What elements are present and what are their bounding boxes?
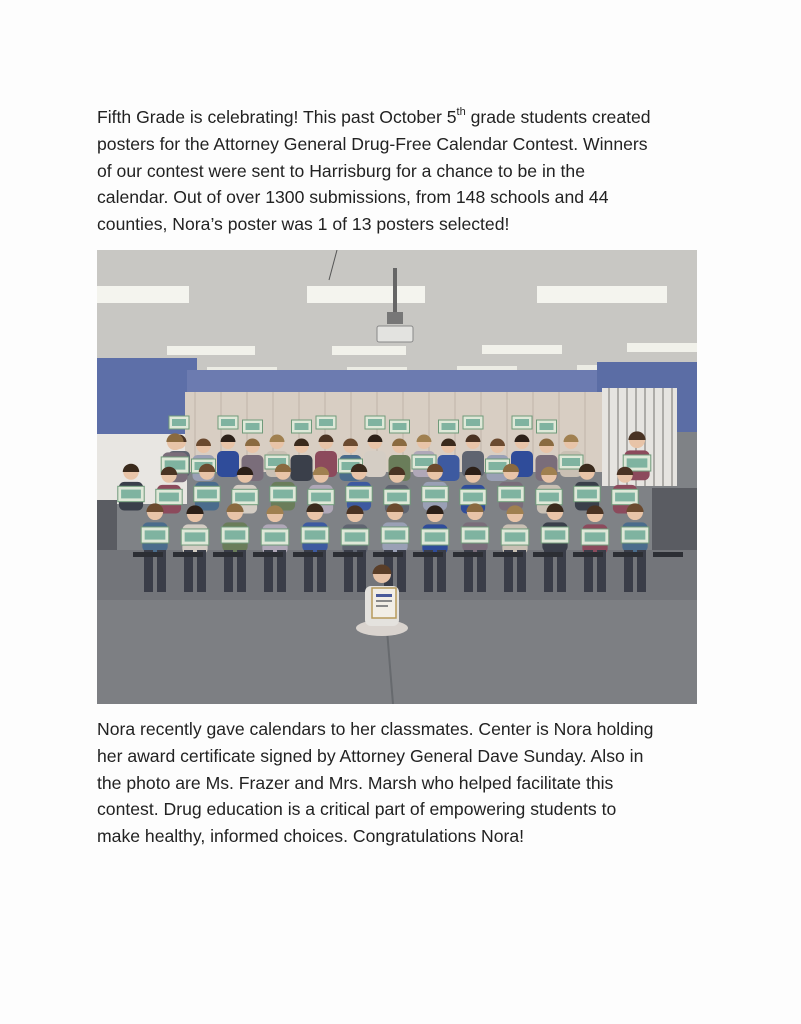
poster-art xyxy=(627,458,648,467)
caption-paragraph xyxy=(97,716,697,850)
poster-art xyxy=(393,423,407,430)
projector-mount xyxy=(387,312,403,324)
intro-line-5: counties, Nora’s poster was 1 of 13 posters selected! xyxy=(97,214,510,235)
poster-art xyxy=(415,458,433,466)
intro-line-3: of our contest were sent to Harrisburg for a chance to be in the xyxy=(97,160,586,181)
poster-art xyxy=(368,419,382,426)
poster-art xyxy=(265,532,286,541)
chair xyxy=(493,552,523,557)
poster-art xyxy=(121,490,141,499)
poster-art xyxy=(235,493,255,502)
poster-art xyxy=(295,423,309,430)
caption-line-2: her award certificate signed by Attorney General Dave Sunday. Also in xyxy=(97,745,644,766)
intro-line-2: posters for the Attorney General Drug-Free Calendar Contest. Winners xyxy=(97,133,648,154)
poster-art xyxy=(221,419,235,426)
student xyxy=(581,505,609,554)
poster-art xyxy=(197,490,217,499)
light-panel xyxy=(627,343,697,352)
certificate-text xyxy=(376,600,392,602)
poster-art xyxy=(545,530,566,539)
poster-art xyxy=(185,532,206,541)
light-panel xyxy=(167,346,255,355)
chair xyxy=(413,552,443,557)
poster-art xyxy=(539,493,559,502)
poster-art xyxy=(349,490,369,499)
poster-art xyxy=(515,419,529,426)
projector-pole xyxy=(393,268,397,316)
caption-line-5: make healthy, informed choices. Congratulations Nora! xyxy=(97,826,525,847)
poster-art xyxy=(425,532,446,541)
projector xyxy=(377,326,413,342)
poster-art xyxy=(615,493,635,502)
student xyxy=(421,505,449,554)
chair xyxy=(533,552,563,557)
light-panel xyxy=(97,286,189,303)
intro-paragraph xyxy=(97,104,697,238)
poster-art xyxy=(385,530,406,539)
chair xyxy=(373,552,403,557)
award-certificate xyxy=(372,588,396,618)
poster-art xyxy=(625,530,646,539)
chair xyxy=(253,552,283,557)
chair xyxy=(613,552,643,557)
chair xyxy=(653,552,683,557)
certificate-text xyxy=(376,605,388,607)
certificate-text xyxy=(376,594,392,597)
poster-art xyxy=(562,458,580,466)
caption-line-4: contest. Drug education is a critical part of empowering students to xyxy=(97,799,617,820)
intro-line-1: Fifth Grade is celebrating! This past October 5th grade students created xyxy=(97,106,651,127)
poster-art xyxy=(311,493,331,502)
caption-line-1: Nora recently gave calendars to her classmates. Center is Nora holding xyxy=(97,719,654,739)
poster-art xyxy=(540,423,554,430)
poster-art xyxy=(465,530,486,539)
photo-illustration xyxy=(97,250,697,704)
poster-art xyxy=(172,419,186,426)
chair xyxy=(573,552,603,557)
caption-line-3: the photo are Ms. Frazer and Mrs. Marsh who helped facilitate this xyxy=(97,772,614,793)
student-body xyxy=(364,451,386,477)
poster-art xyxy=(387,493,407,502)
light-panel xyxy=(332,346,406,355)
poster-art xyxy=(159,493,179,502)
intro-line-4: calendar. Out of over 1300 submissions, from 148 schools and 44 xyxy=(97,187,609,208)
class-group-photo xyxy=(97,250,697,704)
poster-art xyxy=(225,530,246,539)
poster-art xyxy=(501,490,521,499)
poster-art xyxy=(585,532,606,541)
student-body xyxy=(217,451,239,477)
poster-art xyxy=(425,490,445,499)
student xyxy=(501,505,529,554)
poster-art xyxy=(577,490,597,499)
chair xyxy=(133,552,163,557)
poster-art xyxy=(246,423,260,430)
poster-art xyxy=(345,532,366,541)
chair xyxy=(173,552,203,557)
student xyxy=(261,505,289,554)
poster-art xyxy=(505,532,526,541)
student-body xyxy=(291,455,313,481)
poster-art xyxy=(273,490,293,499)
poster-art xyxy=(305,530,326,539)
ordinal-suffix: th xyxy=(456,106,466,119)
poster-art xyxy=(319,419,333,426)
chair xyxy=(333,552,363,557)
student xyxy=(181,505,209,554)
student xyxy=(341,505,369,554)
poster-art xyxy=(442,423,456,430)
light-panel xyxy=(307,286,425,303)
chair xyxy=(453,552,483,557)
chair xyxy=(213,552,243,557)
light-panel xyxy=(537,286,667,303)
poster-art xyxy=(463,493,483,502)
poster-art xyxy=(145,530,166,539)
chair xyxy=(293,552,323,557)
poster-art xyxy=(466,419,480,426)
light-panel xyxy=(482,345,562,354)
